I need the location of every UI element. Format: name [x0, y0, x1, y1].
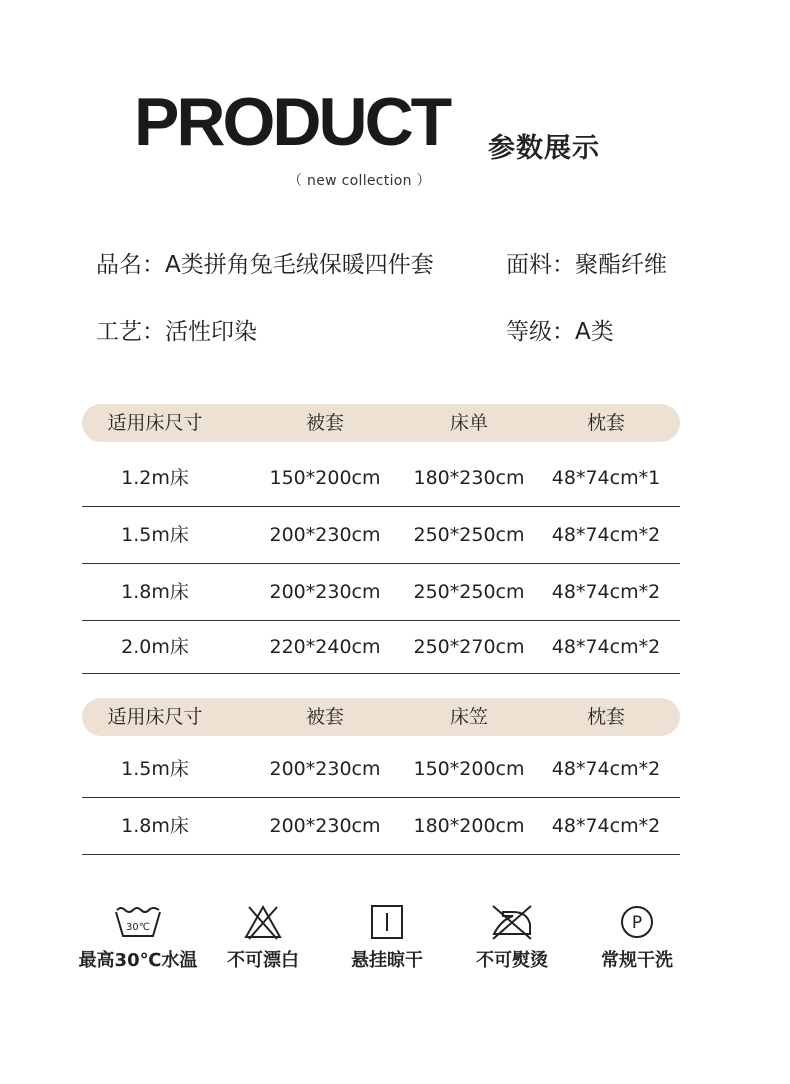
info-fabric: 面料：聚酯纤维: [506, 252, 667, 278]
header-cell: 枕套: [586, 706, 626, 728]
table-row: [82, 564, 680, 621]
care-dry: [322, 904, 452, 972]
info-grade: 等级：A类: [506, 319, 614, 345]
care-iron: [447, 904, 577, 972]
no-iron-icon: [489, 904, 535, 940]
table-cell: 48*74cm*2: [551, 758, 661, 780]
table-cell: 150*200cm: [269, 467, 381, 489]
table-cell: 2.0m床: [121, 636, 189, 658]
care-label: 常规干洗: [601, 950, 673, 971]
table-cell: 48*74cm*2: [551, 636, 661, 658]
table-cell: 1.5m床: [121, 524, 189, 546]
header-cell: 床笠: [449, 706, 489, 728]
table-cell: 48*74cm*2: [551, 815, 661, 837]
size-table-fitted: [82, 698, 680, 855]
wash-30-icon: [113, 904, 163, 940]
table-cell: 1.8m床: [121, 581, 189, 603]
table-cell: 1.2m床: [121, 467, 189, 489]
table-cell: 180*230cm: [413, 467, 525, 489]
table-cell: 1.5m床: [121, 758, 189, 780]
care-label: 最高30℃水温: [78, 950, 198, 971]
table-row: [82, 450, 680, 507]
header-cell: 适用床尺寸: [107, 412, 203, 434]
table-cell: 150*200cm: [413, 758, 525, 780]
table-cell: 180*200cm: [413, 815, 525, 837]
table-row: [82, 507, 680, 564]
header-cell: 适用床尺寸: [107, 706, 203, 728]
header-cell: 被套: [305, 706, 345, 728]
table-cell: 48*74cm*1: [551, 467, 661, 489]
no-bleach-icon: [243, 904, 283, 940]
header-cell: 床单: [449, 412, 489, 434]
dry-clean-p-icon: [618, 904, 656, 940]
info-process: 工艺：活性印染: [96, 319, 257, 345]
table-cell: 48*74cm*2: [551, 524, 661, 546]
table-cell: 200*230cm: [269, 758, 381, 780]
svg-text:30℃: 30℃: [126, 922, 150, 933]
table-cell: 220*240cm: [269, 636, 381, 658]
table-cell: 250*270cm: [413, 636, 525, 658]
care-bleach: [198, 904, 328, 972]
header-cell: 枕套: [586, 412, 626, 434]
size-table-sheet: [82, 404, 680, 674]
header-cell: 被套: [305, 412, 345, 434]
table-cell: 200*230cm: [269, 815, 381, 837]
table-cell: 200*230cm: [269, 524, 381, 546]
care-wash: [73, 904, 203, 972]
table-cell: 250*250cm: [413, 581, 525, 603]
table-row: [82, 741, 680, 798]
care-label: 不可漂白: [227, 950, 299, 971]
care-label: 不可熨烫: [476, 950, 548, 971]
table-cell: 1.8m床: [121, 815, 189, 837]
table-header: [82, 404, 680, 442]
page-subtitle: 参数展示: [488, 133, 600, 164]
care-label: 悬挂晾干: [351, 950, 423, 971]
table-row: [82, 798, 680, 855]
tagline: （ new collection ）: [288, 173, 431, 189]
table-cell: 48*74cm*2: [551, 581, 661, 603]
info-product-name: 品名：A类拼角兔毛绒保暖四件套: [96, 252, 434, 278]
table-row: [82, 621, 680, 674]
table-cell: 200*230cm: [269, 581, 381, 603]
hang-dry-icon: [369, 904, 405, 940]
svg-text:P: P: [631, 913, 643, 933]
care-dryclean: [572, 904, 702, 972]
page-title: PRODUCT: [134, 84, 450, 160]
table-header: [82, 698, 680, 736]
table-cell: 250*250cm: [413, 524, 525, 546]
